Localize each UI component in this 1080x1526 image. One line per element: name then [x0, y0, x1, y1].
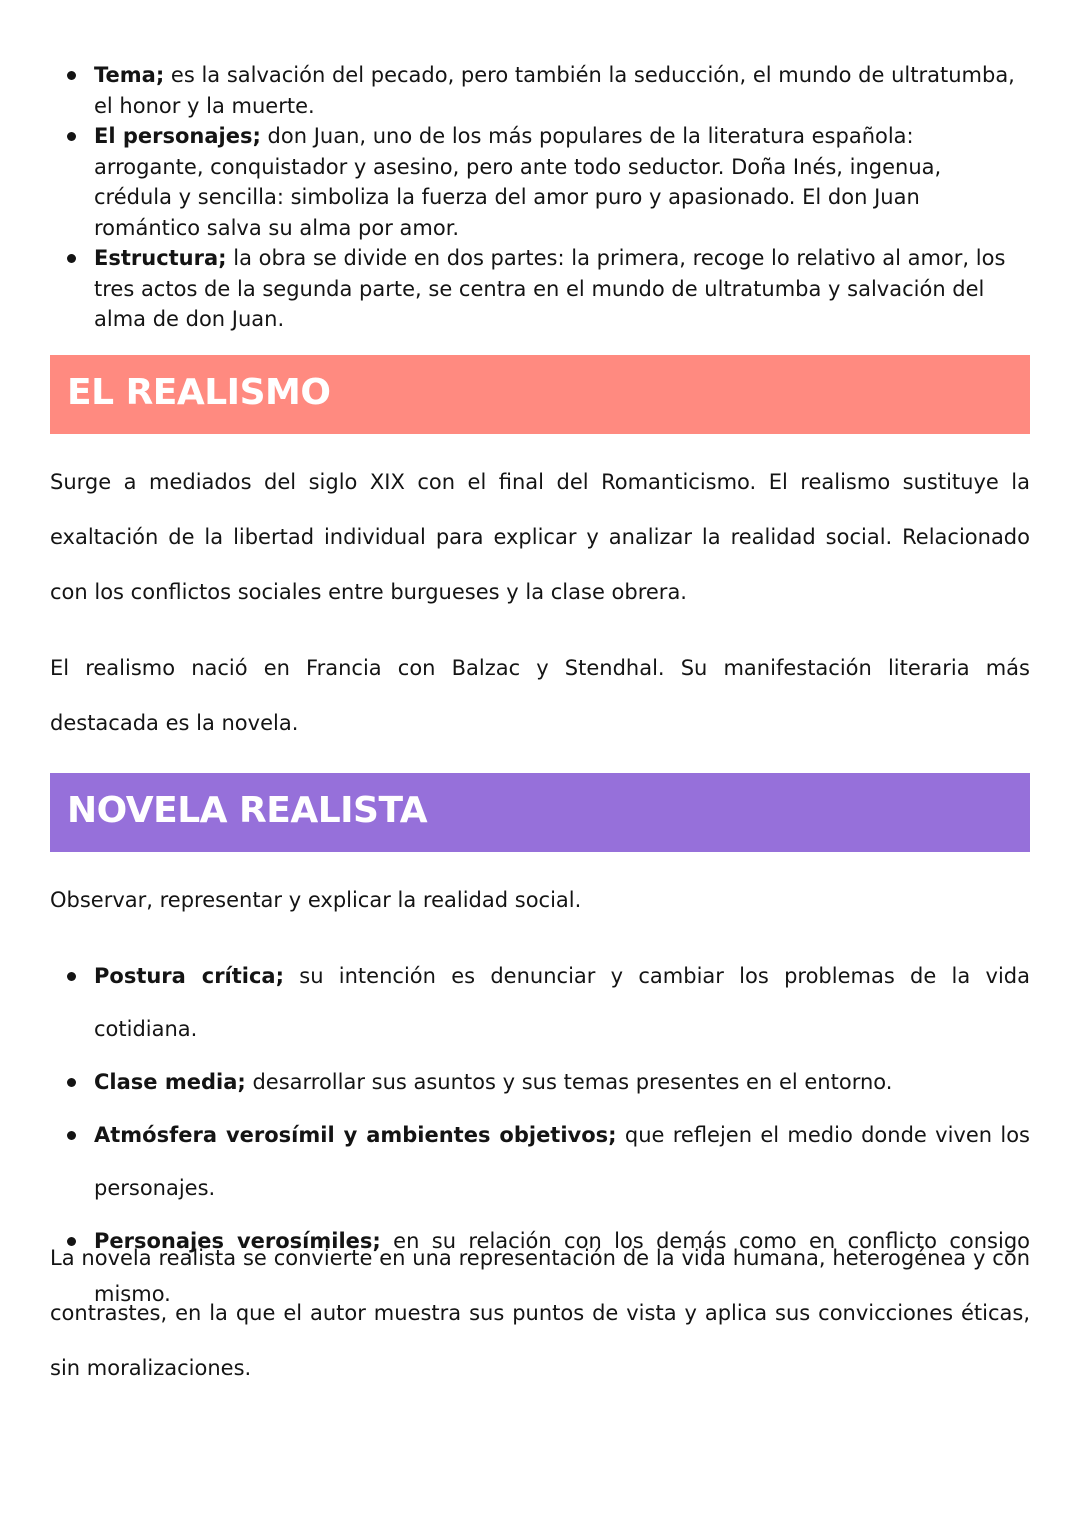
bullet-icon: [67, 254, 76, 263]
bullet-icon: [67, 972, 76, 981]
list-item-text: en su relación con los demás como en conflicto consigo mismo.: [94, 1229, 1031, 1306]
list-item-text: su intención es denunciar y cambiar los problemas de la vida cotidiana.: [94, 964, 1030, 1041]
realismo-paragraph-2: El realismo nació en Francia con Balzac y Stendhal. Su manifestación literaria más destacada es la novela.: [50, 656, 1030, 735]
list-item-atmosfera: [50, 1109, 1030, 1215]
list-item-label: Personajes verosímiles;: [94, 1229, 381, 1253]
list-item-text: desarrollar sus asuntos y sus temas presentes en el entorno.: [245, 1070, 893, 1094]
list-item-text: la obra se divide en dos partes: la primera, recoge lo relativo al amor, los tres actos de la segunda parte, se centra en el mundo de ultratumba y salvación del alma de don Juan.: [94, 246, 1006, 331]
list-item-text: que reflejen el medio donde viven los personajes.: [94, 1123, 1030, 1200]
novela-intro: Observar, representar y explicar la realidad social.: [50, 888, 582, 912]
realismo-paragraph-1: Surge a mediados del siglo XIX con el final del Romanticismo. El realismo sustituye la exaltación de la libertad individual para explicar y analizar la realidad social. Relacionado con los conflictos sociales entre burgueses y la clase obrera.: [50, 470, 1030, 604]
list-item-personajes: [50, 121, 1030, 243]
list-item-label: Postura crítica;: [94, 964, 284, 988]
don-juan-features-list: [50, 60, 1030, 335]
list-item-text: don Juan, uno de los más populares de la literatura española: arrogante, conquistador y asesino, pero ante todo seductor. Doña Inés, ingenua, crédula y sencilla: simboliza la fuerza del amor puro y apasionado. El don Juan romántico salva su alma por amor.: [94, 124, 942, 240]
bullet-icon: [67, 1078, 76, 1087]
list-item-label: Atmósfera verosímil y ambientes objetivos;: [94, 1123, 617, 1147]
bullet-icon: [67, 71, 76, 80]
list-item-estructura: [50, 243, 1030, 335]
list-item-postura-critica: [50, 950, 1030, 1056]
list-item-label: Clase media;: [94, 1070, 246, 1094]
section-heading-realismo: EL REALISMO: [50, 355, 1030, 434]
bullet-icon: [67, 132, 76, 141]
list-item-label: Estructura;: [94, 246, 227, 270]
list-item-clase-media: [50, 1056, 1030, 1109]
section-heading-novela-realista: NOVELA REALISTA: [50, 773, 1030, 852]
list-item-label: Tema;: [94, 63, 165, 87]
list-item-label: El personajes;: [94, 124, 261, 148]
bullet-icon: [67, 1131, 76, 1140]
list-item-tema: [50, 60, 1030, 121]
novela-closing-paragraph: La novela realista se convierte en una representación de la vida humana, heterogénea y con contrastes, en la que el autor muestra sus puntos de vista y aplica sus convicciones éticas, sin moralizaciones.: [50, 1246, 1030, 1380]
list-item-text: es la salvación del pecado, pero también la seducción, el mundo de ultratumba, el honor y la muerte.: [94, 63, 1015, 118]
